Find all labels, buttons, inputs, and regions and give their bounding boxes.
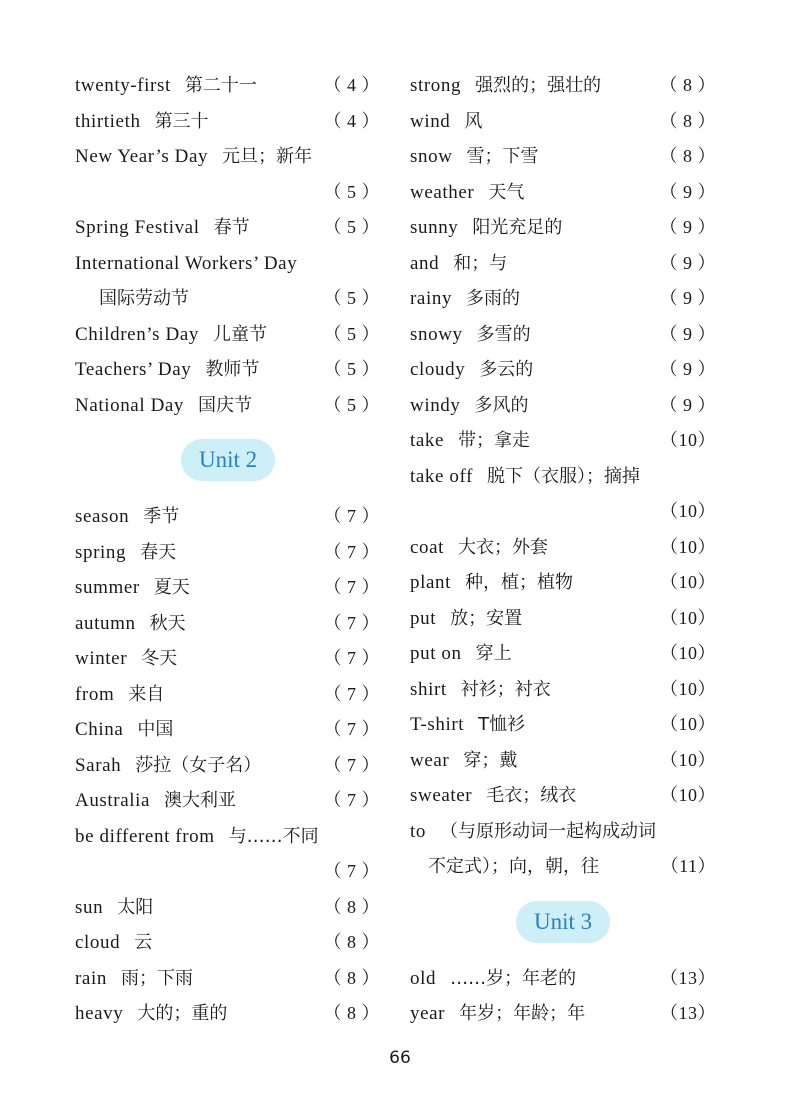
chinese-meaning: 强烈的；强壮的 (475, 75, 602, 96)
page-reference: （ 5 ） (323, 288, 380, 308)
page-reference: （10） (660, 430, 716, 450)
english-word: strong (410, 75, 462, 96)
english-word: wind (410, 110, 451, 132)
english-word: International Workers’ Day (75, 252, 298, 274)
chinese-meaning: 春节 (213, 217, 250, 238)
chinese-meaning: 来自 (128, 683, 165, 705)
vocab-entry (75, 996, 380, 1032)
english-word: coat (410, 536, 445, 558)
left-column (75, 68, 380, 1032)
left-section-1 (75, 68, 380, 423)
page-reference: （ 9 ） (659, 252, 716, 273)
page-reference: （ 8 ） (659, 75, 716, 95)
chinese-meaning: 和；与 (453, 252, 508, 274)
chinese-meaning: 春天 (140, 541, 177, 563)
english-word: spring (75, 541, 127, 563)
english-word: summer (75, 577, 140, 598)
vocab-entry (410, 849, 716, 885)
page-reference: （ 5 ） (323, 181, 380, 202)
chinese-meaning: 毛衣；绒衣 (486, 785, 577, 806)
english-word: Children’s Day (75, 323, 199, 345)
page-reference: （ 8 ） (323, 932, 380, 952)
chinese-meaning: 季节 (143, 506, 180, 527)
vocab-entry (410, 139, 716, 175)
chinese-meaning: 大的；重的 (137, 1003, 228, 1024)
vocab-entry (410, 565, 716, 601)
vocab-entry (75, 535, 380, 571)
page-reference: （ 5 ） (323, 323, 380, 344)
chinese-meaning: 雪；下雪 (466, 146, 539, 167)
page-reference: （10） (660, 643, 716, 663)
vocab-entry (410, 459, 716, 495)
vocab-entry (75, 317, 380, 353)
chinese-meaning: 穿；戴 (463, 749, 518, 771)
chinese-meaning: 莎拉（女子名） (135, 754, 262, 776)
english-word: New Year’s Day (75, 146, 209, 167)
page-reference: （ 7 ） (323, 648, 380, 668)
vocab-entry (410, 388, 716, 424)
page-reference: （ 8 ） (659, 146, 716, 166)
page-reference: （ 4 ） (323, 110, 380, 131)
english-word: snowy (410, 323, 463, 345)
chinese-meaning: 多云的 (479, 359, 534, 380)
page-reference: （ 8 ） (323, 967, 380, 988)
english-word: take (410, 430, 445, 451)
english-word: rainy (410, 288, 453, 309)
page-reference: （10） (660, 572, 716, 592)
vocab-entry (410, 68, 716, 104)
vocab-entry (410, 778, 716, 814)
page-reference: （10） (660, 749, 716, 770)
page-reference: （ 7 ） (323, 683, 380, 704)
chinese-meaning: 多风的 (474, 394, 529, 416)
english-word: plant (410, 572, 451, 593)
chinese-meaning: 年岁；年龄；年 (459, 1003, 586, 1024)
chinese-meaning: 元旦；新年 (222, 146, 313, 167)
vocab-entry (410, 961, 716, 997)
page-reference: （ 4 ） (323, 75, 380, 95)
right-column (410, 68, 716, 1032)
english-word: sweater (410, 785, 473, 806)
unit-heading-wrapper (75, 423, 380, 499)
chinese-meaning: 第三十 (154, 110, 209, 132)
english-word: from (75, 683, 115, 705)
page-reference: （10） (660, 678, 716, 699)
vocab-entry (410, 707, 716, 743)
vocab-entry (75, 104, 380, 140)
english-word: snow (410, 146, 453, 167)
chinese-meaning: 阳光充足的 (472, 217, 563, 238)
vocab-entry (410, 814, 716, 850)
unit-2-heading: Unit 2 (181, 439, 275, 481)
chinese-meaning: 儿童节 (212, 323, 267, 345)
english-word: Sarah (75, 754, 122, 776)
right-section-1 (410, 68, 716, 885)
english-word: sun (75, 896, 104, 918)
page-reference: （ 9 ） (659, 181, 716, 202)
left-section-2 (75, 499, 380, 1032)
vocab-entry (410, 743, 716, 779)
page-reference: （ 7 ） (323, 754, 380, 775)
english-word: thirtieth (75, 110, 141, 132)
chinese-meaning: （与原形动词一起构成动词 (439, 820, 656, 842)
page-reference: （10） (660, 607, 716, 628)
chinese-meaning: 国庆节 (198, 394, 253, 416)
english-word: Teachers’ Day (75, 359, 192, 380)
unit-heading-wrapper (410, 885, 716, 961)
page-reference: （ 8 ） (323, 1003, 380, 1023)
english-word: to (410, 820, 426, 842)
vocab-entry (75, 925, 380, 961)
english-word: put (410, 607, 437, 629)
page-reference: （ 7 ） (323, 612, 380, 633)
vocab-entry (410, 281, 716, 317)
vocab-entry (75, 890, 380, 926)
vocab-entry (75, 641, 380, 677)
page-reference: （ 7 ） (323, 541, 380, 562)
english-word: heavy (75, 1003, 124, 1024)
english-word: cloud (75, 932, 121, 953)
vocab-entry (410, 601, 716, 637)
page-reference: （ 9 ） (659, 217, 716, 237)
page-reference: （10） (660, 785, 716, 805)
page-reference: （13） (660, 1003, 716, 1023)
chinese-meaning: 风 (464, 110, 483, 132)
page-reference: （ 8 ） (323, 896, 380, 917)
english-word: shirt (410, 678, 447, 700)
chinese-meaning: 秋天 (149, 612, 186, 634)
page-reference: （ 8 ） (659, 110, 716, 131)
english-word: windy (410, 394, 461, 416)
chinese-meaning: 云 (134, 932, 153, 953)
chinese-meaning: 国际劳动节 (99, 288, 189, 309)
english-word: sunny (410, 217, 459, 238)
chinese-meaning: 澳大利亚 (164, 790, 237, 811)
vocab-entry (410, 175, 716, 211)
chinese-meaning: 脱下（衣服）；摘掉 (487, 465, 641, 487)
chinese-meaning: 第二十一 (184, 75, 257, 96)
chinese-meaning: 太阳 (117, 896, 154, 918)
vocab-entry (410, 317, 716, 353)
vocab-entry (410, 246, 716, 282)
vocab-entry (410, 423, 716, 459)
english-word: National Day (75, 394, 185, 416)
chinese-meaning: 大衣；外套 (458, 536, 549, 558)
page-reference: （ 9 ） (659, 323, 716, 344)
page-reference: （11） (660, 856, 716, 876)
vocab-entry (75, 712, 380, 748)
chinese-meaning: 种，植；植物 (465, 572, 573, 593)
page-reference: （10） (660, 501, 716, 521)
english-word: and (410, 252, 440, 274)
chinese-meaning: 衬衫；衬衣 (460, 678, 551, 700)
english-word: year (410, 1003, 446, 1024)
english-word: twenty-first (75, 75, 171, 96)
vocab-entry (410, 210, 716, 246)
chinese-meaning: 中国 (137, 719, 174, 740)
page-reference: （10） (660, 714, 716, 734)
vocab-entry (75, 246, 380, 282)
page-reference: （10） (660, 536, 716, 557)
chinese-meaning: T恤衫 (478, 714, 526, 735)
chinese-meaning: 天气 (488, 181, 525, 203)
english-word: season (75, 506, 130, 527)
english-word: winter (75, 648, 128, 669)
vocab-entry (75, 175, 380, 211)
english-word: T-shirt (410, 714, 465, 735)
chinese-meaning: 夏天 (153, 577, 190, 598)
vocab-entry (75, 281, 380, 317)
vocab-entry (75, 570, 380, 606)
chinese-meaning: ……岁；年老的 (450, 967, 577, 989)
page-reference: （13） (660, 967, 716, 988)
english-word: rain (75, 967, 107, 989)
vocab-entry (75, 210, 380, 246)
english-word: put on (410, 643, 462, 664)
page-reference: （ 9 ） (659, 288, 716, 308)
vocab-entry (75, 139, 380, 175)
chinese-meaning: 冬天 (141, 648, 178, 669)
page-reference: （ 7 ） (323, 577, 380, 597)
vocab-entry (75, 352, 380, 388)
page-number: 66 (389, 1048, 411, 1068)
vocab-entry (75, 748, 380, 784)
vocab-entry (75, 388, 380, 424)
vocab-entry (410, 636, 716, 672)
english-word: wear (410, 749, 450, 771)
chinese-meaning: 多雨的 (466, 288, 521, 309)
english-word: Australia (75, 790, 151, 811)
chinese-meaning: 带；拿走 (458, 430, 531, 451)
page-reference: （ 5 ） (323, 217, 380, 237)
chinese-meaning: 放；安置 (450, 607, 523, 629)
vocab-entry (410, 352, 716, 388)
page-reference: （ 9 ） (659, 394, 716, 415)
vocab-entry (75, 783, 380, 819)
chinese-meaning: 穿上 (475, 643, 512, 664)
unit-3-heading: Unit 3 (516, 901, 610, 943)
english-word: China (75, 719, 124, 740)
english-word: cloudy (410, 359, 466, 380)
english-word: Spring Festival (75, 217, 200, 238)
page-reference: （ 7 ） (323, 861, 380, 881)
english-word: weather (410, 181, 475, 203)
right-section-2 (410, 961, 716, 1032)
chinese-meaning: 多雪的 (476, 323, 531, 345)
vocab-entry (410, 530, 716, 566)
english-word: take off (410, 465, 474, 487)
chinese-meaning: 与……不同 (228, 825, 319, 847)
page-reference: （ 7 ） (323, 790, 380, 810)
page-reference: （ 7 ） (323, 506, 380, 526)
vocab-entry (75, 606, 380, 642)
chinese-meaning: 教师节 (205, 359, 260, 380)
page-reference: （ 5 ） (323, 394, 380, 415)
page-reference: （ 7 ） (323, 719, 380, 739)
page-reference: （ 5 ） (323, 359, 380, 379)
vocab-entry (75, 819, 380, 855)
english-word: be different from (75, 825, 215, 847)
page-reference: （ 9 ） (659, 359, 716, 379)
vocab-entry (75, 677, 380, 713)
vocab-entry (410, 494, 716, 530)
vocab-entry (75, 499, 380, 535)
chinese-meaning: 不定式）；向，朝，往 (428, 856, 599, 877)
vocab-entry (410, 996, 716, 1032)
chinese-meaning: 雨；下雨 (120, 967, 193, 989)
english-word: old (410, 967, 437, 989)
vocab-entry (410, 104, 716, 140)
vocab-entry (75, 961, 380, 997)
vocab-entry (75, 68, 380, 104)
english-word: autumn (75, 612, 136, 634)
vocab-entry (410, 672, 716, 708)
vocab-entry (75, 854, 380, 890)
